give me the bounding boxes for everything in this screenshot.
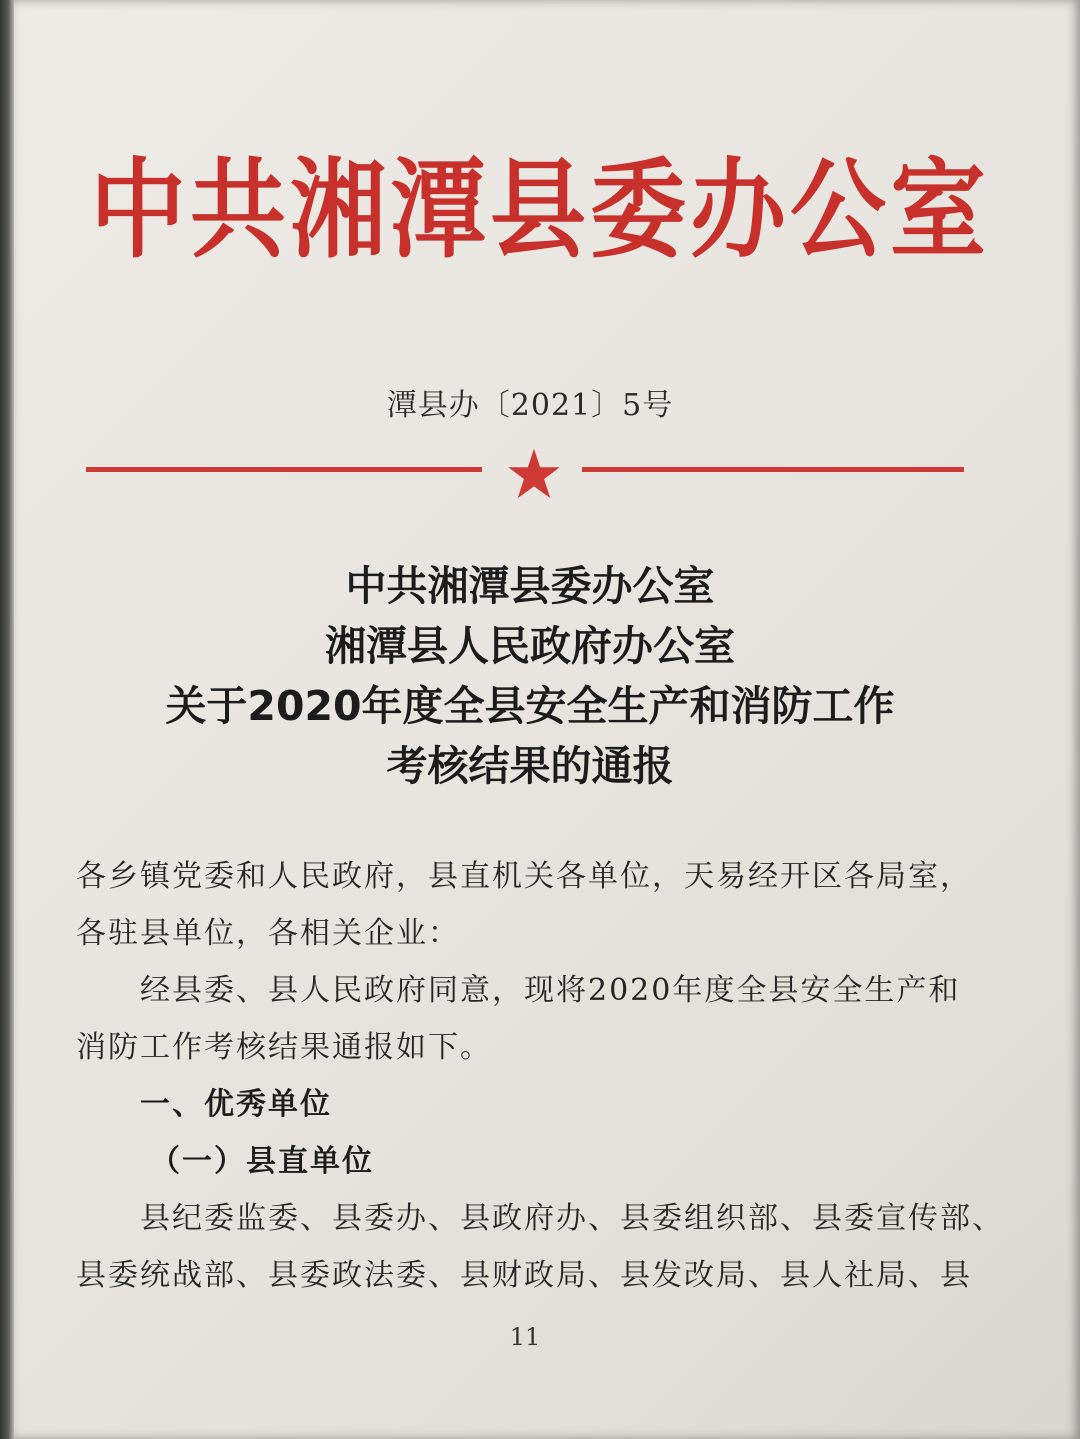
recipients-line-1: 各乡镇党委和人民政府，县直机关各单位，天易经开区各局室， — [76, 859, 972, 894]
page-number: 11 — [509, 1323, 541, 1351]
red-star-icon — [506, 446, 562, 502]
intro-line-1: 经县委、县人民政府同意，现将2020年度全县安全生产和 — [140, 973, 961, 1008]
units-line-2: 县委统战部、县委政法委、县财政局、县发改局、县人社局、县 — [76, 1258, 972, 1293]
title-line-3: 关于2020年度全县安全生产和消防工作 — [165, 682, 895, 730]
issuer-header: 中共湘潭县委办公室 — [90, 147, 990, 273]
section-heading-excellent-units: 一、优秀单位 — [140, 1087, 332, 1122]
title-line-4: 考核结果的通报 — [386, 742, 674, 790]
document-number: 潭县办〔2021〕5号 — [386, 388, 674, 423]
document-title — [0, 556, 1060, 796]
document-body — [76, 848, 1004, 1304]
recipients-line-2: 各驻县单位，各相关企业： — [76, 916, 460, 951]
intro-line-2: 消防工作考核结果通报如下。 — [76, 1030, 492, 1065]
red-divider-right — [582, 467, 964, 472]
subsection-heading-county-units: （一）县直单位 — [150, 1144, 374, 1179]
units-line-1: 县纪委监委、县委办、县政府办、县委组织部、县委宣传部、 — [140, 1201, 1004, 1236]
title-line-2: 湘潭县人民政府办公室 — [325, 622, 735, 670]
red-divider-left — [86, 467, 482, 472]
title-line-1: 中共湘潭县委办公室 — [345, 562, 715, 610]
